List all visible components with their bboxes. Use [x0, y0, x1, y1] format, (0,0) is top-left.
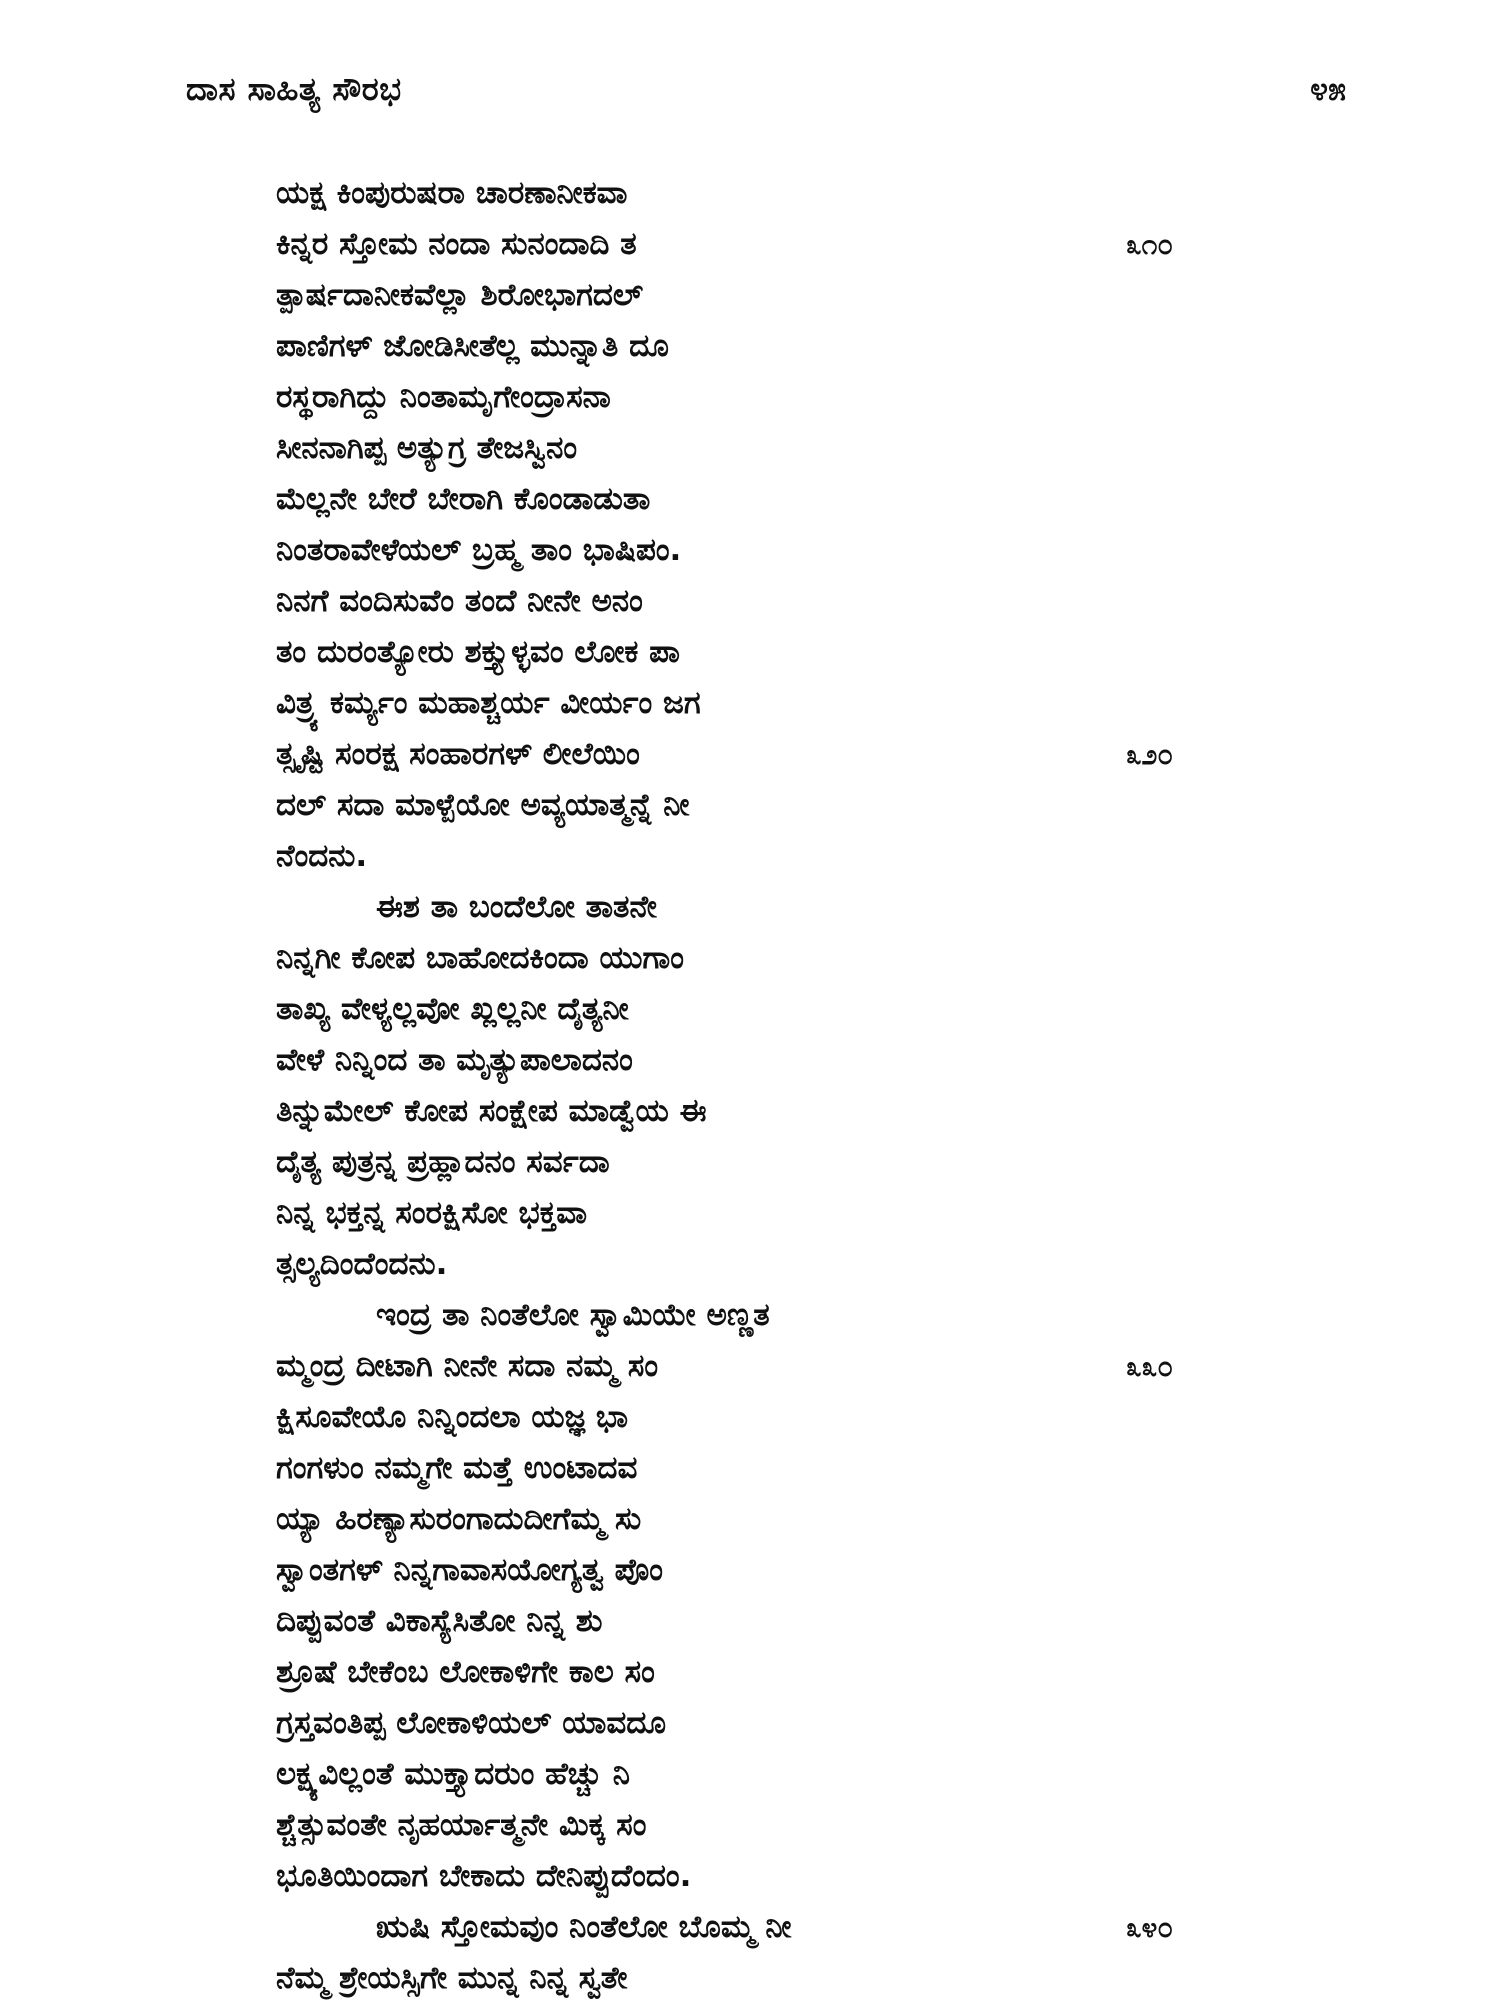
verse-line	[276, 219, 1276, 270]
verse-line	[276, 576, 1276, 627]
verse-line-number: ೩೧೦	[1126, 228, 1174, 261]
verse-line	[276, 1545, 1276, 1596]
verse-line	[276, 1647, 1276, 1698]
verse-line-text: ಲಕ್ಷ್ಯವಿಲ್ಲಂತೆ ಮುಕ್ತ್ಯಾದರುಂ ಹೆಚ್ಚು ನಿ	[276, 1756, 630, 1792]
verse-line-text: ನಿನ್ನ ಭಕ್ತನ್ನ ಸಂರಕ್ಷಿಸೋ ಭಕ್ತವಾ	[276, 1195, 588, 1231]
verse-line	[276, 525, 1276, 576]
verse-line	[276, 372, 1276, 423]
verse-line-text: ನಿನ್ನಗೀ ಕೋಪ ಬಾಹೋದಕಿಂದಾ ಯುಗಾಂ	[276, 940, 684, 976]
verse-line-text: ತ್ಪಾರ್ಷದಾನೀಕವೆಲ್ಲಾ ಶಿರೋಭಾಗದಲ್	[276, 277, 644, 313]
verse-line	[276, 1443, 1276, 1494]
verse-line	[276, 1953, 1276, 2004]
verse-line	[276, 1239, 1276, 1290]
verse-line-text: ಶ್ಚೆತ್ಸುವಂತೇ ನೃಹರ್ಯಾತ್ಮನೇ ಮಿಕ್ಕ ಸಂ	[276, 1807, 647, 1843]
verse-line	[276, 1698, 1276, 1749]
verse-line-text: ಮ್ಮಂದ್ರ ದೀಟಾಗಿ ನೀನೇ ಸದಾ ನಮ್ಮ ಸಂ	[276, 1348, 659, 1384]
verse-line-text: ಮೆಲ್ಲನೇ ಬೇರೆ ಬೇರಾಗಿ ಕೊಂಡಾಡುತಾ	[276, 481, 651, 517]
verse-line	[276, 1290, 1276, 1341]
verse-line	[276, 984, 1276, 1035]
verse-line-text: ತ್ಸಲ್ಯದಿಂದೆಂದನು.	[276, 1246, 448, 1282]
verse-line-number: ೩೨೦	[1126, 738, 1174, 771]
verse-line-text: ದಲ್ ಸದಾ ಮಾಳ್ಪೆಯೋ ಅವ್ಯಯಾತ್ಮನ್ನೆ ನೀ	[276, 787, 690, 823]
running-head	[186, 70, 1346, 120]
verse-line-text: ತ್ಸೃಷ್ಟಿ ಸಂರಕ್ಷ ಸಂಹಾರಗಳ್ ಲೀಲೆಯಿಂ	[276, 736, 640, 772]
verse-line-text: ತಿನ್ನುಮೇಲ್ ಕೋಪ ಸಂಕ್ಷೇಪ ಮಾಡ್ವೆಯ ಈ	[276, 1093, 707, 1129]
verse-line	[276, 1902, 1276, 1953]
verse-line-text: ದಿಪ್ಪುವಂತೆ ವಿಕಾಸ್ಯೆಸಿತೋ ನಿನ್ನ ಶು	[276, 1603, 603, 1639]
verse-line-text: ಸ್ವಾಂತಗಳ್ ನಿನ್ನಗಾವಾಸಯೋಗ್ಯತ್ವ ಪೊಂ	[276, 1552, 664, 1588]
verse-line-text: ಗಂಗಳುಂ ನಮ್ಮಗೇ ಮತ್ತೆ ಉಂಟಾದವ	[276, 1450, 638, 1486]
page-number: ೪೫	[1310, 70, 1346, 108]
verse-line	[276, 1749, 1276, 1800]
verse-line-text: ನಿನಗೆ ವಂದಿಸುವೆಂ ತಂದೆ ನೀನೇ ಅನಂ	[276, 583, 643, 619]
verse-line	[276, 423, 1276, 474]
verse-line-text: ಯಕ್ಷ ಕಿಂಪುರುಷರಾ ಚಾರಣಾನೀಕವಾ	[276, 175, 628, 211]
verse-line	[276, 1494, 1276, 1545]
verse-line-text: ದೈತ್ಯ ಪುತ್ರನ್ನ ಪ್ರಹ್ಲಾದನಂ ಸರ್ವದಾ	[276, 1144, 610, 1180]
verse-line	[276, 1341, 1276, 1392]
verse-line-text: ಇಂದ್ರ ತಾ ನಿಂತೆಲೋ ಸ್ವಾಮಿಯೇ ಅಣ್ಣತ	[376, 1297, 770, 1333]
verse-line-text: ಕ್ಷಿಸೂವೇಯೊ ನಿನ್ನಿಂದಲಾ ಯಜ್ಞ ಭಾ	[276, 1399, 629, 1435]
verse-line-text: ನಿಂತರಾವೇಳೆಯಲ್ ಬ್ರಹ್ಮ ತಾಂ ಭಾಷಿಪಂ.	[276, 532, 682, 568]
verse-line	[276, 627, 1276, 678]
verse-line-text: ಪಾಣಿಗಳ್ ಜೋಡಿಸೀತೆಲ್ಲ ಮುನ್ನಾತಿ ದೂ	[276, 328, 669, 364]
verse-line	[276, 1851, 1276, 1902]
verse-line-text: ನೆಮ್ಮ ಶ್ರೇಯಸ್ಸಿಗೇ ಮುನ್ನ ನಿನ್ನ ಸ್ವತೇ	[276, 1960, 628, 1996]
verse-line-text: ನೆಂದನು.	[276, 838, 368, 874]
verse-line	[276, 1188, 1276, 1239]
verse-line-text: ಈಶ ತಾ ಬಂದೆಲೋ ತಾತನೇ	[376, 889, 657, 925]
verse-line	[276, 270, 1276, 321]
verse-line-text: ವೇಳೆ ನಿನ್ನಿಂದ ತಾ ಮೃತ್ಯುಪಾಲಾದನಂ	[276, 1042, 633, 1078]
verse-line-text: ತಾಖ್ಯ ವೇಳ್ಯಲ್ಲವೋ ಖ್ಲಲ್ಲನೀ ದೈತ್ಯನೀ	[276, 991, 629, 1027]
verse-line-number: ೩೪೦	[1126, 1911, 1174, 1944]
verse-line-text: ಕಿನ್ನರ ಸ್ತೋಮ ನಂದಾ ಸುನಂದಾದಿ ತ	[276, 226, 637, 262]
verse-line	[276, 729, 1276, 780]
verse-text	[276, 168, 1276, 2004]
verse-line	[276, 882, 1276, 933]
verse-line-text: ರಸ್ಥರಾಗಿದ್ದು ನಿಂತಾಮೃಗೇಂದ್ರಾಸನಾ	[276, 379, 611, 415]
verse-line-text: ಭೂತಿಯಿಂದಾಗ ಬೇಕಾದು ದೇನಿಪ್ಪುದೆಂದಂ.	[276, 1858, 692, 1894]
verse-line	[276, 321, 1276, 372]
verse-line	[276, 1392, 1276, 1443]
book-title: ದಾಸ ಸಾಹಿತ್ಯ ಸೌರಭ	[186, 70, 402, 108]
verse-line	[276, 831, 1276, 882]
verse-line	[276, 780, 1276, 831]
verse-line-text: ಋಷಿ ಸ್ತೋಮವುಂ ನಿಂತೆಲೋ ಬೊಮ್ಮ ನೀ	[376, 1909, 792, 1945]
verse-line-text: ಸೀನನಾಗಿಪ್ಪ ಅತ್ಯುಗ್ರ ತೇಜಸ್ವಿನಂ	[276, 430, 578, 466]
verse-line-text: ವಿತ್ರ್ಯ ಕರ್ಮ್ಯಂ ಮಹಾಶ್ಚರ್ಯ ವೀರ್ಯಂ ಜಗ	[276, 685, 701, 721]
verse-line-text: ಗ್ರಸ್ತವಂತಿಪ್ಪ ಲೋಕಾಳಿಯಲ್ ಯಾವದೂ	[276, 1705, 667, 1741]
verse-line	[276, 933, 1276, 984]
verse-line	[276, 1137, 1276, 1188]
verse-line	[276, 1035, 1276, 1086]
verse-line	[276, 1800, 1276, 1851]
verse-line	[276, 1086, 1276, 1137]
verse-line	[276, 168, 1276, 219]
verse-line	[276, 678, 1276, 729]
verse-line	[276, 1596, 1276, 1647]
verse-line-text: ಶ್ರೂಷೆ ಬೇಕೆಂಬ ಲೋಕಾಳಿಗೇ ಕಾಲ ಸಂ	[276, 1654, 655, 1690]
verse-line-text: ಯ್ಯಾ ಹಿರಣ್ಯಾಸುರಂಗಾದುದೀಗೆಮ್ಮ ಸು	[276, 1501, 642, 1537]
verse-line-number: ೩೩೦	[1126, 1350, 1174, 1383]
verse-line-text: ತಂ ದುರಂತ್ಯೋರು ಶಕ್ತ್ಯುಳ್ಳವಂ ಲೋಕ ಪಾ	[276, 634, 680, 670]
verse-line	[276, 474, 1276, 525]
